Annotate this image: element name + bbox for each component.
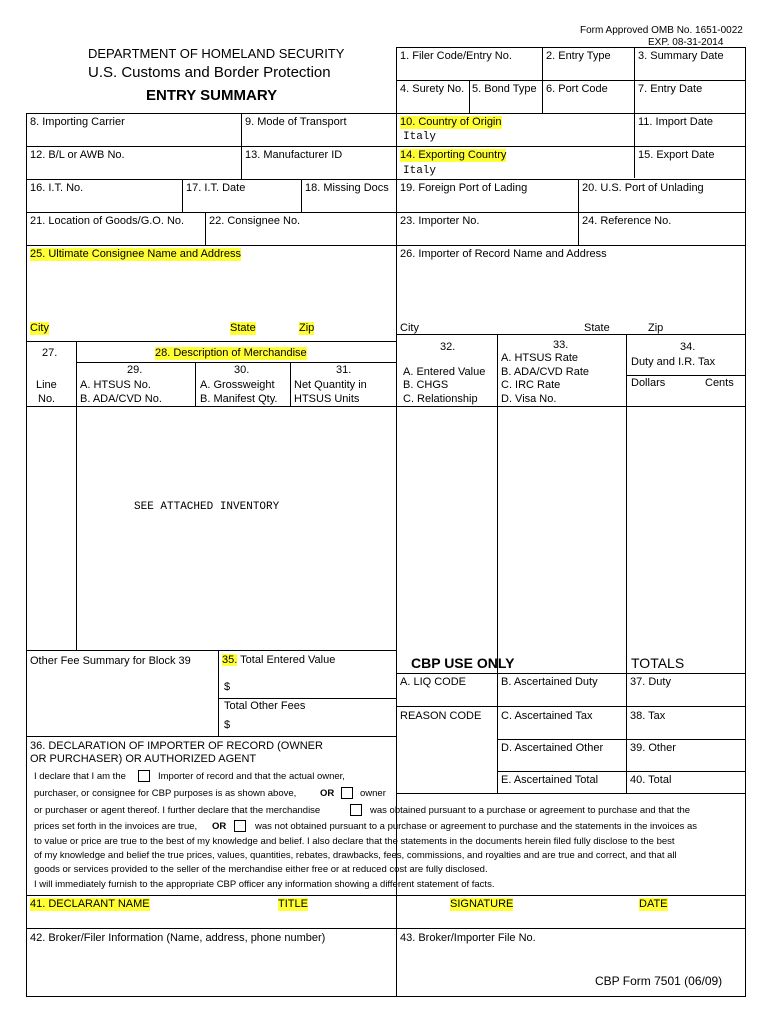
importer-of-record-checkbox[interactable] — [138, 770, 150, 782]
col34-number: 34. — [680, 341, 696, 353]
declarant-title-label: TITLE — [278, 898, 308, 910]
expiration-date: EXP. 08-31-2014 — [648, 37, 724, 48]
reason-code-label: REASON CODE — [400, 710, 482, 722]
exporting-country-value[interactable]: Italy — [403, 165, 437, 177]
declaration-line-4a: prices set forth in the invoices are true, — [34, 821, 198, 832]
importer-of-record-label: 26. Importer of Record Name and Address — [400, 248, 607, 260]
col30-grossweight: A. Grossweight — [200, 379, 275, 391]
merchandise-obtained-checkbox[interactable] — [350, 804, 362, 816]
declaration-line-3a: or purchaser or agent thereof. I further declare that the merchandise — [34, 805, 321, 816]
bl-awb-label: 12. B/L or AWB No. — [30, 149, 125, 161]
location-of-goods-label: 21. Location of Goods/G.O. No. — [30, 215, 185, 227]
total-entered-value-label — [222, 654, 335, 667]
reference-no-label: 24. Reference No. — [582, 215, 672, 227]
declaration-title-2: OR PURCHASER) OR AUTHORIZED AGENT — [30, 753, 257, 765]
tax-38-label: 38. Tax — [630, 710, 666, 722]
declaration-line-2a: purchaser, or consignee for CBP purposes is as shown above, — [34, 788, 297, 799]
agency-name: U.S. Customs and Border Protection — [88, 64, 331, 81]
missing-docs-label: 18. Missing Docs — [305, 182, 389, 194]
col33-visa-no: D. Visa No. — [501, 393, 557, 405]
cbp-use-only-heading: CBP USE ONLY — [411, 655, 515, 671]
export-date-label: 15. Export Date — [638, 149, 715, 161]
consignee-city-label: City — [30, 322, 49, 334]
col33-adacvd-rate: B. ADA/CVD Rate — [501, 366, 590, 378]
other-39-label: 39. Other — [630, 742, 676, 754]
department-name: DEPARTMENT OF HOMELAND SECURITY — [88, 46, 345, 61]
col32-entered-value: A. Entered Value — [403, 366, 486, 378]
ultimate-consignee-label: 25. Ultimate Consignee Name and Address — [30, 248, 241, 260]
importer-no-label: 23. Importer No. — [400, 215, 480, 227]
broker-filer-info-label: 42. Broker/Filer Information (Name, address, phone number) — [30, 932, 326, 944]
ascertained-duty-label: B. Ascertained Duty — [501, 676, 598, 688]
declaration-line-5: to value or price are true to the best of my knowledge and belief. I also declare that the statements in the documents herein filed fully disclose to the best — [34, 836, 675, 847]
see-attached-inventory: SEE ATTACHED INVENTORY — [134, 501, 280, 513]
totals-heading: TOTALS — [631, 655, 685, 671]
consignee-state-label: State — [230, 322, 256, 334]
bond-type-label: 5. Bond Type — [472, 83, 537, 95]
omb-number: Form Approved OMB No. 1651-0022 — [580, 25, 743, 36]
col27-line: Line — [36, 379, 57, 391]
entry-date-label: 7. Entry Date — [638, 83, 703, 95]
summary-date-label: 3. Summary Date — [638, 50, 724, 62]
col31-number: 31. — [336, 364, 352, 376]
liq-code-label: A. LIQ CODE — [400, 676, 467, 688]
col30-number: 30. — [234, 364, 250, 376]
declaration-line-6: of my knowledge and belief the true prices, values, quantities, rebates, drawbacks, fees, commissions, and royalties and are true and correct, and that all — [34, 850, 677, 861]
importer-zip-label: Zip — [648, 322, 664, 334]
date-label: DATE — [639, 898, 668, 910]
total-entered-value-number: 35. — [222, 654, 238, 666]
form-number: CBP Form 7501 (06/09) — [595, 974, 723, 988]
declaration-line-1a: I declare that I am the — [34, 771, 126, 782]
col34-cents: Cents — [705, 377, 734, 389]
col32-relationship: C. Relationship — [403, 393, 478, 405]
other-fee-summary-label: Other Fee Summary for Block 39 — [30, 655, 191, 667]
total-40-label: 40. Total — [630, 774, 672, 786]
ascertained-tax-label: C. Ascertained Tax — [501, 710, 593, 722]
manufacturer-id-label: 13. Manufacturer ID — [245, 149, 343, 161]
owner-checkbox[interactable] — [341, 787, 353, 799]
filer-code-label: 1. Filer Code/Entry No. — [400, 50, 512, 62]
importer-state-label: State — [584, 322, 610, 334]
col29-adacvd: B. ADA/CVD No. — [80, 393, 162, 405]
merchandise-not-obtained-checkbox[interactable] — [234, 820, 246, 832]
col27-no: No. — [38, 393, 56, 405]
total-entered-value-dollar[interactable]: $ — [224, 681, 231, 693]
description-of-merchandise-label: 28. Description of Merchandise — [155, 347, 307, 359]
importer-city-label: City — [400, 322, 419, 334]
import-date-label: 11. Import Date — [638, 116, 713, 128]
col27-number: 27. — [42, 347, 58, 359]
consignee-no-label: 22. Consignee No. — [209, 215, 301, 227]
ascertained-other-label: D. Ascertained Other — [501, 742, 604, 754]
entry-type-label: 2. Entry Type — [546, 50, 611, 62]
col32-chgs: B. CHGS — [403, 379, 449, 391]
total-entered-value-text: Total Entered Value — [237, 654, 336, 666]
us-port-label: 20. U.S. Port of Unlading — [582, 182, 704, 194]
consignee-zip-label: Zip — [299, 322, 315, 334]
declarant-name-label: 41. DECLARANT NAME — [30, 898, 150, 910]
importing-carrier-label: 8. Importing Carrier — [30, 116, 125, 128]
declaration-line-7: goods or services provided to the seller of the merchandise either free or at reduced cost are fully disclosed. — [34, 864, 488, 875]
mode-of-transport-label: 9. Mode of Transport — [245, 116, 347, 128]
col31-units: HTSUS Units — [294, 393, 360, 405]
col33-irc-rate: C. IRC Rate — [501, 379, 561, 391]
col29-htsus: A. HTSUS No. — [80, 379, 151, 391]
it-no-label: 16. I.T. No. — [30, 182, 84, 194]
total-other-fees-dollar[interactable]: $ — [224, 719, 231, 731]
declaration-owner: owner — [360, 788, 386, 799]
col34-dollars: Dollars — [631, 377, 666, 389]
declaration-line-8: I will immediately furnish to the appropriate CBP officer any information showing a different statement of facts. — [34, 879, 495, 890]
signature-label: SIGNATURE — [450, 898, 514, 910]
declaration-or-1: OR — [320, 788, 335, 799]
page-title: ENTRY SUMMARY — [146, 87, 278, 104]
declaration-title-1: 36. DECLARATION OF IMPORTER OF RECORD (OWNER — [30, 740, 323, 752]
total-other-fees-label: Total Other Fees — [224, 700, 306, 712]
it-date-label: 17. I.T. Date — [186, 182, 246, 194]
declaration-line-4b: was not obtained pursuant to a purchase or agreement to purchase and the statements in the invoices as — [255, 821, 698, 832]
declaration-line-1b: Importer of record and that the actual owner, — [158, 771, 345, 782]
broker-importer-file-label: 43. Broker/Importer File No. — [400, 932, 536, 944]
country-of-origin-label: 10. Country of Origin — [400, 116, 502, 128]
col30-manifest: B. Manifest Qty. — [200, 393, 278, 405]
declaration-or-2: OR — [212, 821, 227, 832]
duty-37-label: 37. Duty — [630, 676, 671, 688]
surety-no-label: 4. Surety No. — [400, 83, 465, 95]
col31-net-qty: Net Quantity in — [294, 379, 367, 391]
col32-number: 32. — [440, 341, 456, 353]
declaration-line-3b: was obtained pursuant to a purchase or agreement to purchase and that the — [370, 805, 691, 816]
col34-duty-tax: Duty and I.R. Tax — [631, 356, 716, 368]
col33-htsus-rate: A. HTSUS Rate — [501, 352, 579, 364]
country-of-origin-value[interactable]: Italy — [403, 131, 437, 143]
col33-number: 33. — [553, 339, 569, 351]
col29-number: 29. — [127, 364, 143, 376]
port-code-label: 6. Port Code — [546, 83, 608, 95]
foreign-port-label: 19. Foreign Port of Lading — [400, 182, 528, 194]
exporting-country-label: 14. Exporting Country — [400, 149, 507, 161]
ascertained-total-label: E. Ascertained Total — [501, 774, 599, 786]
